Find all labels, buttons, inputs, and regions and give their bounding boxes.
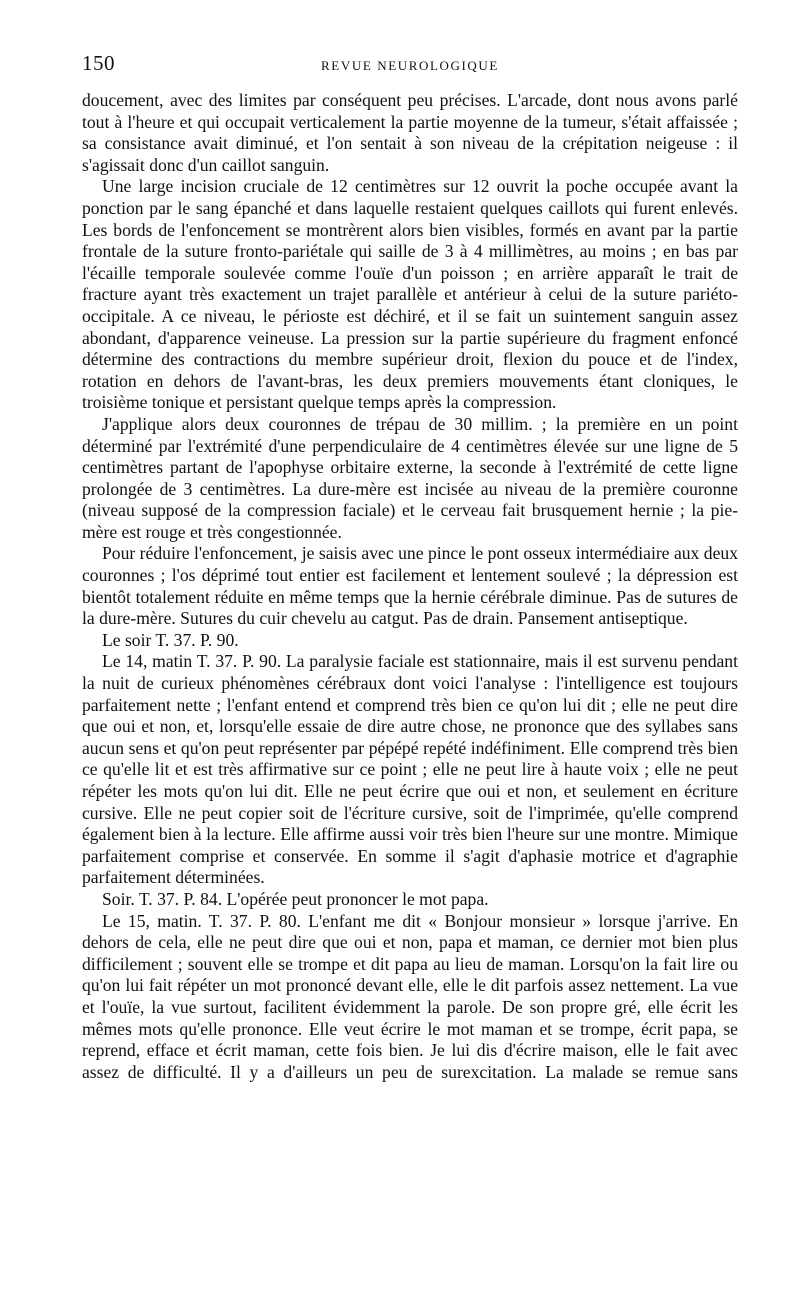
paragraph-day-14: Le 14, matin T. 37. P. 90. La paralysie faciale est stationnaire, mais il est survenu pendant la nuit de curieux phénomènes cérébraux dont voici l'analyse : l'intelligence est toujours parfaitement nette ; l'enfant entend et comprend très bien ce qu'on lui dit ; elle ne peut dire que oui et non, et, lorsqu'elle essaie de dire autre chose, ne prononce que des syllabes sans aucun sens et qu'on peut représenter par pépépé repété indéfiniment. Elle comprend très bien ce qu'elle lit et est très affirmative sur ce point ; elle ne peut lire à haute voix ; elle ne peut répéter les mots qu'on lui dit. Elle ne peut écrire que oui et non, et seulement en écriture cursive. Elle ne peut copier soit de l'écriture cursive, soit de l'imprimée, qu'elle comprend également bien à la lecture. Elle affirme aussi voir très bien l'heure sur une montre. Mimique parfaitement comprise et conservée. En somme il s'agit d'aphasie motrice et d'agraphie parfaitement déterminées. [82, 651, 738, 888]
page-header [82, 48, 738, 78]
paragraph-continuation: doucement, avec des limites par conséquent peu précises. L'arcade, dont nous avons parlé tout à l'heure et qui occupait verticalement la partie moyenne de la tumeur, s'était affaissée ; sa consistance avait diminué, et l'on sentait à son niveau de la crépitation neigeuse : il s'agissait donc d'un caillot sanguin. [82, 90, 738, 175]
paragraph-day-14-evening: Soir. T. 37. P. 84. L'opérée peut prononcer le mot papa. [102, 888, 489, 909]
body-text [82, 90, 738, 1083]
paragraph-incision: Une large incision cruciale de 12 centimètres sur 12 ouvrit la poche occupée avant la ponction par le sang épanché et dans laquelle restaient quelques caillots qui furent enlevés. Les bords de l'enfoncement se montrèrent alors bien visibles, formés en avant par la partie frontale de la suture fronto-pariétale qui saille de 3 à 4 millimètres, au moins ; en bas par l'écaille temporale soulevée comme l'ouïe d'un poisson ; en arrière apparaît le trait de fracture ayant très exactement un trajet parallèle et antérieur à celui de la suture pariéto-occipitale. A ce niveau, le périoste est déchiré, et il se fait un suintement sanguin assez abondant, d'apparence veineuse. La pression sur la partie supérieure du fragment enfoncé détermine des contractions du membre supérieur droit, flexion du pouce et de l'index, rotation en dehors de l'avant-bras, les deux premiers mouvements étant cloniques, le troisième tonique et persistant quelque temps après la compression. [82, 176, 738, 413]
paragraph-evening-vitals: Le soir T. 37. P. 90. [102, 629, 239, 650]
paragraph-reduction: Pour réduire l'enfoncement, je saisis avec une pince le pont osseux intermédiaire aux deux couronnes ; l'os déprimé tout entier est facilement et lentement soulevé ; la dépression est bientôt totalement réduite en même temps que la hernie cérébrale diminue. Pas de sutures de la dure-mère. Sutures du cuir chevelu au catgut. Pas de drain. Pansement antiseptique. [82, 543, 738, 629]
page-number: 150 [82, 51, 115, 75]
paragraph-trepanation: J'applique alors deux couronnes de trépau de 30 millim. ; la première en un point déterminé par l'extrémité d'une perpendiculaire de 4 centimètres élevée sur une ligne de 5 centimètres partant de l'apophyse orbitaire externe, la seconde à l'extrémité de cette ligne prolongée de 3 centimètres. La dure-mère est incisée au niveau de la première couronne (niveau supposé de la compression faciale) et le cerveau fait brusquement hernie ; la pie-mère est rouge et très congestionnée. [82, 413, 738, 542]
paragraph-day-15: Le 15, matin. T. 37. P. 80. L'enfant me dit « Bonjour monsieur » lorsque j'arrive. En dehors de cela, elle ne peut dire que oui et non, papa et maman, ce dernier mot bien plus difficilement ; souvent elle se trompe et dit papa au lieu de maman. Lorsqu'on la fait lire ou qu'on lui fait répéter un mot prononcé devant elle, elle le dit parfois assez nettement. La vue et l'ouïe, la vue surtout, facilitent évidemment la parole. De son propre gré, elle écrit les mêmes mots qu'elle prononce. Elle veut écrire le mot maman et se trompe, écrit papa, se reprend, efface et écrit maman, cette fois bien. Je lui dis d'écrire maison, elle le fait avec assez de difficulté. Il y a d'ailleurs un peu de surexcitation. La malade se remue sans [82, 910, 738, 1082]
running-title: REVUE NEUROLOGIQUE [321, 58, 499, 73]
